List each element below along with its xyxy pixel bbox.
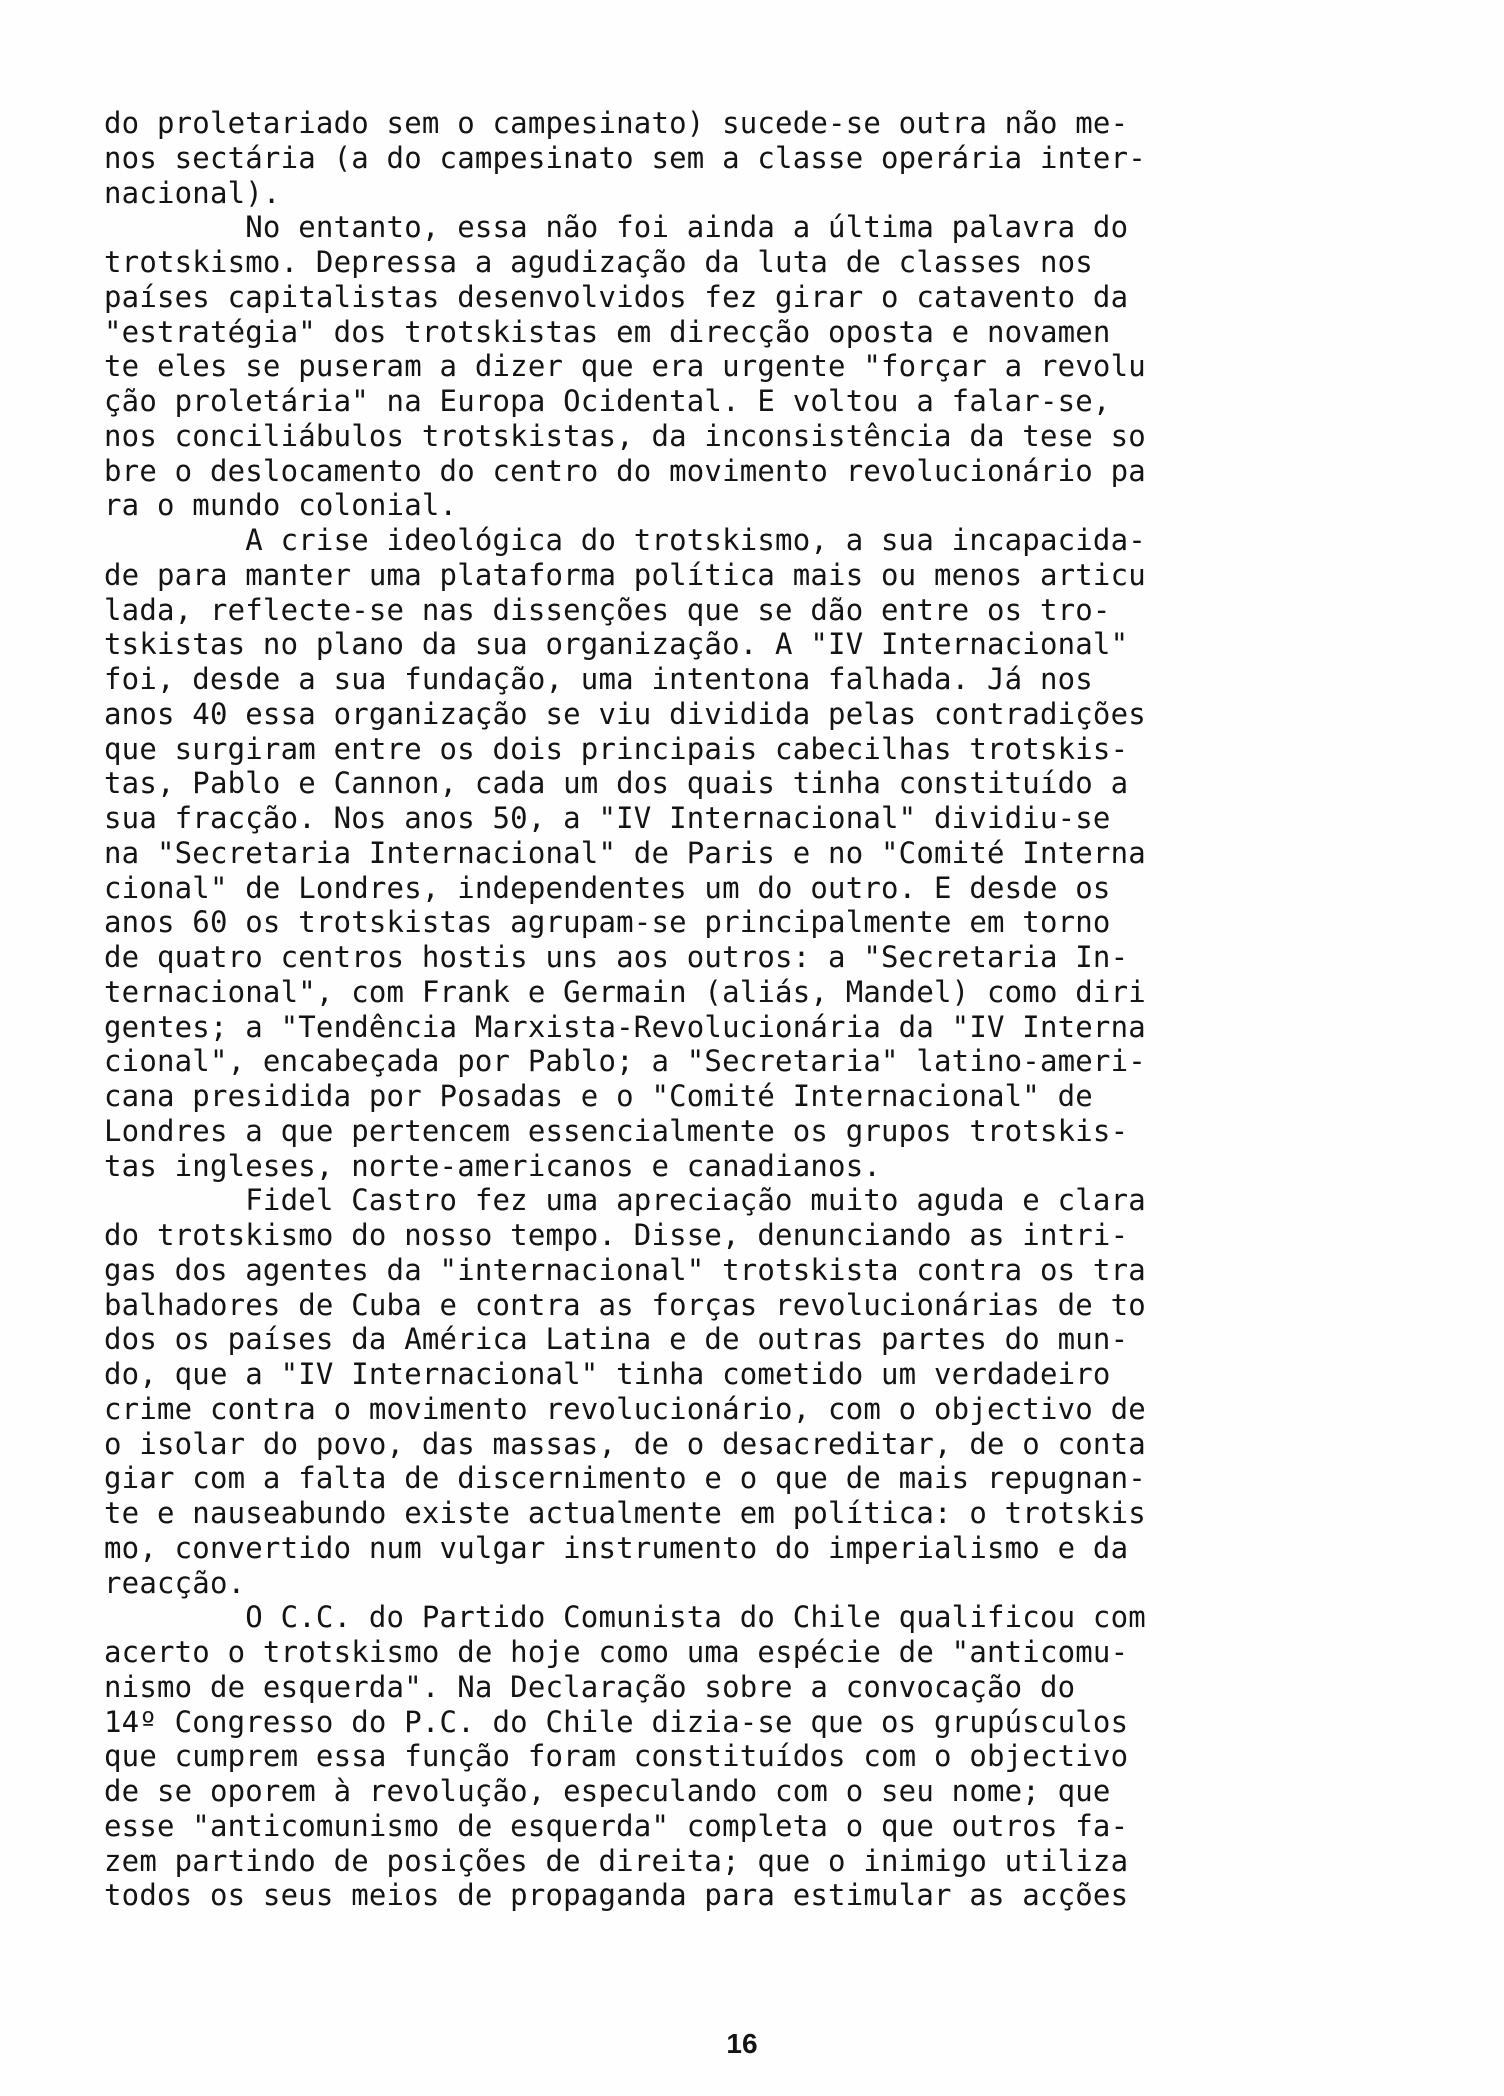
text-line: A crise ideológica do trotskismo, a sua incapacida-	[104, 523, 1146, 557]
text-line: anos 40 essa organização se viu dividida pelas contradições	[104, 696, 1146, 731]
text-line: anos 60 os trotskistas agrupam-se principalmente em torno	[104, 905, 1111, 940]
text-line: gentes; a "Tendência Marxista-Revolucionária da "IV Interna	[104, 1009, 1146, 1044]
text-line: No entanto, essa não foi ainda a última palavra do	[104, 210, 1129, 245]
text-line: que cumprem essa função foram constituídos com o objectivo	[104, 1739, 1129, 1774]
text-line: de se oporem à revolução, especulando com o seu nome; que	[104, 1774, 1111, 1808]
text-line: te eles se puseram a dizer que era urgente "forçar a revolu	[104, 349, 1146, 384]
text-line: nacional).	[104, 175, 281, 210]
text-line: acerto o trotskismo de hoje como uma espécie de "anticomu-	[104, 1635, 1129, 1669]
text-line: trotskismo. Depressa a agudização da luta de classes nos	[104, 245, 1093, 279]
text-line: do proletariado sem o campesinato) sucede-se outra não me-	[104, 106, 1129, 140]
text-line: mo, convertido num vulgar instrumento do imperialismo e da	[104, 1530, 1129, 1565]
text-line: sua fracção. Nos anos 50, a "IV Internacional" dividiu-se	[104, 801, 1111, 835]
text-line: bre o deslocamento do centro do movimento revolucionário pa	[104, 453, 1146, 488]
text-line: cional" de Londres, independentes um do outro. E desde os	[104, 870, 1111, 905]
text-line: todos os seus meios de propaganda para estimular as acções	[104, 1878, 1129, 1913]
text-line: nos conciliábulos trotskistas, da inconsistência da tese so	[104, 418, 1146, 453]
text-line: de quatro centros hostis uns aos outros: a "Secretaria In-	[104, 940, 1129, 974]
text-line: 14º Congresso do P.C. do Chile dizia-se que os grupúsculos	[104, 1704, 1129, 1739]
text-line: tas ingleses, norte-americanos e canadianos.	[104, 1148, 882, 1183]
text-line: giar com a falta de discernimento e o que de mais repugnan-	[104, 1461, 1146, 1496]
text-line: Fidel Castro fez uma apreciação muito aguda e clara	[104, 1183, 1146, 1218]
text-line: "estratégia" dos trotskistas em direcção oposta e novamen	[104, 314, 1111, 349]
text-line: tskistas no plano da sua organização. A "IV Internacional"	[104, 627, 1129, 662]
text-line: países capitalistas desenvolvidos fez girar o catavento da	[104, 279, 1129, 314]
text-line: lada, reflecte-se nas dissenções que se dão entre os tro-	[104, 592, 1111, 627]
text-line: zem partindo de posições de direita; que o inimigo utiliza	[104, 1843, 1129, 1878]
text-line: que surgiram entre os dois principais cabecilhas trotskis-	[104, 731, 1129, 766]
text-line: esse "anticomunismo de esquerda" completa o que outros fa-	[104, 1808, 1129, 1843]
text-line: cional", encabeçada por Pablo; a "Secretaria" latino-ameri-	[104, 1044, 1146, 1079]
page-number: 16	[726, 2028, 758, 2059]
text-line: nos sectária (a do campesinato sem a classe operária inter-	[104, 140, 1146, 175]
text-line: O C.C. do Partido Comunista do Chile qualificou com	[104, 1600, 1146, 1635]
text-line: tas, Pablo e Cannon, cada um dos quais tinha constituído a	[104, 766, 1129, 801]
text-line: te e nauseabundo existe actualmente em política: o trotskis	[104, 1496, 1146, 1530]
text-line: ra o mundo colonial.	[104, 488, 458, 523]
text-line: do trotskismo do nosso tempo. Disse, denunciando as intri-	[104, 1218, 1129, 1252]
text-line: dos os países da América Latina e de outras partes do mun-	[104, 1322, 1129, 1357]
body-text	[104, 106, 1380, 1913]
text-line: gas dos agentes da "internacional" trotskista contra os tra	[104, 1252, 1146, 1287]
text-line: o isolar do povo, das massas, de o desacreditar, de o conta	[104, 1426, 1146, 1461]
text-line: ternacional", com Frank e Germain (aliás, Mandel) como diri	[104, 974, 1146, 1009]
text-line: de para manter uma plataforma política mais ou menos articu	[104, 557, 1146, 592]
text-line: reacção.	[104, 1565, 246, 1600]
text-line: balhadores de Cuba e contra as forças revolucionárias de to	[104, 1287, 1146, 1322]
text-line: crime contra o movimento revolucionário, com o objectivo de	[104, 1391, 1146, 1426]
text-line: nismo de esquerda". Na Declaração sobre a convocação do	[104, 1669, 1076, 1704]
text-line: na "Secretaria Internacional" de Paris e no "Comité Interna	[104, 835, 1146, 870]
text-line: foi, desde a sua fundação, uma intentona falhada. Já nos	[104, 662, 1093, 696]
text-line: Londres a que pertencem essencialmente os grupos trotskis-	[104, 1113, 1129, 1148]
text-line: ção proletária" na Europa Ocidental. E voltou a falar-se,	[104, 384, 1111, 418]
text-line: do, que a "IV Internacional" tinha cometido um verdadeiro	[104, 1357, 1111, 1391]
text-line: cana presidida por Posadas e o "Comité Internacional" de	[104, 1079, 1093, 1113]
